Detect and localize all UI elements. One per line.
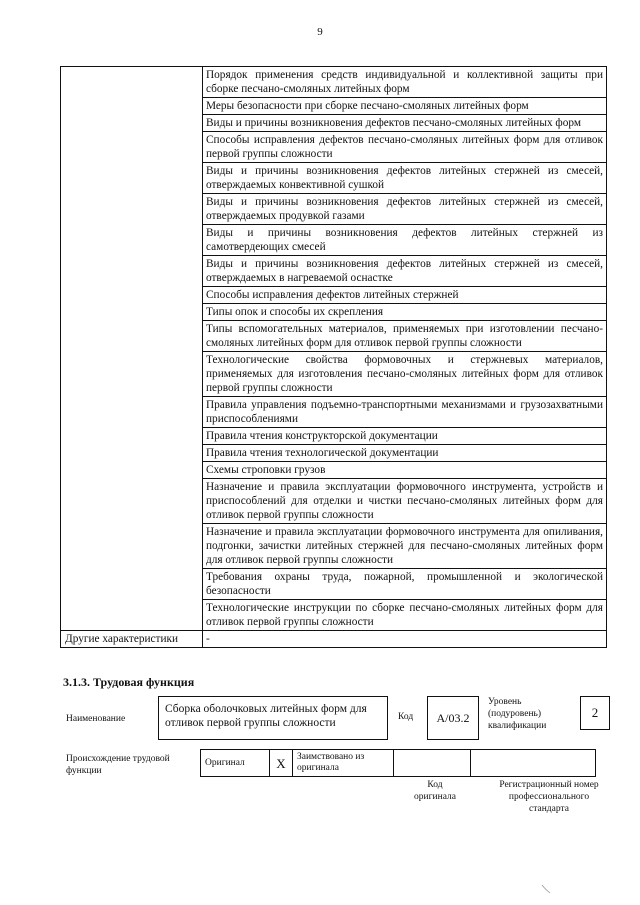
knowledge-item: Типы опок и способы их скрепления xyxy=(203,304,607,321)
knowledge-item: Виды и причины возникновения дефектов литейных стержней из самотвердеющих смесей xyxy=(203,225,607,256)
knowledge-item: Технологические свойства формовочных и стержневых материалов, применяемых для изготовления песчано-смоляных литейных форм для отливок первой группы сложности xyxy=(203,352,607,397)
name-label: Наименование xyxy=(66,714,126,724)
knowledge-table xyxy=(60,66,607,648)
level-box: 2 xyxy=(580,696,610,730)
original-mark-cell: X xyxy=(270,750,293,777)
knowledge-item: Виды и причины возникновения дефектов песчано-смоляных литейных форм xyxy=(203,115,607,132)
knowledge-item: Назначение и правила эксплуатации формовочного инструмента, устройств и приспособлений для отделки и чистки песчано-смоляных литейных форм для отливок первой группы сложности xyxy=(203,479,607,524)
other-characteristics-row xyxy=(61,631,607,648)
function-code-box: А/03.2 xyxy=(427,696,479,740)
scan-mark xyxy=(541,884,551,894)
knowledge-item: Правила управления подъемно-транспортными механизмами и грузозахватными приспособлениями xyxy=(203,397,607,428)
knowledge-row xyxy=(61,67,607,98)
other-characteristics-label: Другие характеристики xyxy=(61,631,203,648)
knowledge-item: Способы исправления дефектов литейных стержней xyxy=(203,287,607,304)
knowledge-item: Правила чтения конструкторской документации xyxy=(203,428,607,445)
origin-label: Происхождение трудовой функции xyxy=(66,754,170,776)
function-name-box: Сборка оболочковых литейных форм для отливок первой группы сложности xyxy=(158,696,388,740)
origin-table xyxy=(200,749,596,777)
knowledge-item: Виды и причины возникновения дефектов литейных стержней из смесей, отверждаемых конвективной сушкой xyxy=(203,163,607,194)
knowledge-item: Виды и причины возникновения дефектов литейных стержней из смесей, отверждаемых продувкой газами xyxy=(203,194,607,225)
borrowed-label-cell: Заимствовано из оригинала xyxy=(293,750,394,777)
knowledge-item: Способы исправления дефектов песчано-смоляных литейных форм для отливок первой группы сложности xyxy=(203,132,607,163)
knowledge-item: Порядок применения средств индивидуальной и коллективной защиты при сборке песчано-смоляных литейных форм xyxy=(203,67,607,98)
original-label-cell: Оригинал xyxy=(201,750,270,777)
code-original-label: Код оригинала xyxy=(414,780,456,802)
section-title: 3.1.3. Трудовая функция xyxy=(63,675,195,689)
knowledge-item: Схемы строповки грузов xyxy=(203,462,607,479)
knowledge-item: Виды и причины возникновения дефектов литейных стержней из смесей, отверждаемых в нагреваемой оснастке xyxy=(203,256,607,287)
level-label: Уровень (подуровень) квалификации xyxy=(488,697,547,731)
code-original-cell xyxy=(394,750,471,777)
knowledge-item: Правила чтения технологической документации xyxy=(203,445,607,462)
reg-number-label: Регистрационный номер профессионального стандарта xyxy=(499,780,599,814)
reg-number-cell xyxy=(471,750,596,777)
knowledge-item: Технологические инструкции по сборке песчано-смоляных литейных форм для отливок первой группы сложности xyxy=(203,600,607,631)
page-number: 9 xyxy=(317,26,323,38)
other-characteristics-value: - xyxy=(203,631,607,648)
knowledge-item: Меры безопасности при сборке песчано-смоляных литейных форм xyxy=(203,98,607,115)
code-label: Код xyxy=(398,712,414,722)
knowledge-item: Назначение и правила эксплуатации формовочного инструмента для опиливания, подгонки, зачистки литейных стержней для песчано-смоляных литейных форм для отливок первой группы сложности xyxy=(203,524,607,569)
knowledge-item: Типы вспомогательных материалов, применяемых при изготовлении песчано-смоляных литейных форм для отливок первой группы сложности xyxy=(203,321,607,352)
knowledge-item: Требования охраны труда, пожарной, промышленной и экологической безопасности xyxy=(203,569,607,600)
knowledge-label-cell xyxy=(61,67,203,631)
